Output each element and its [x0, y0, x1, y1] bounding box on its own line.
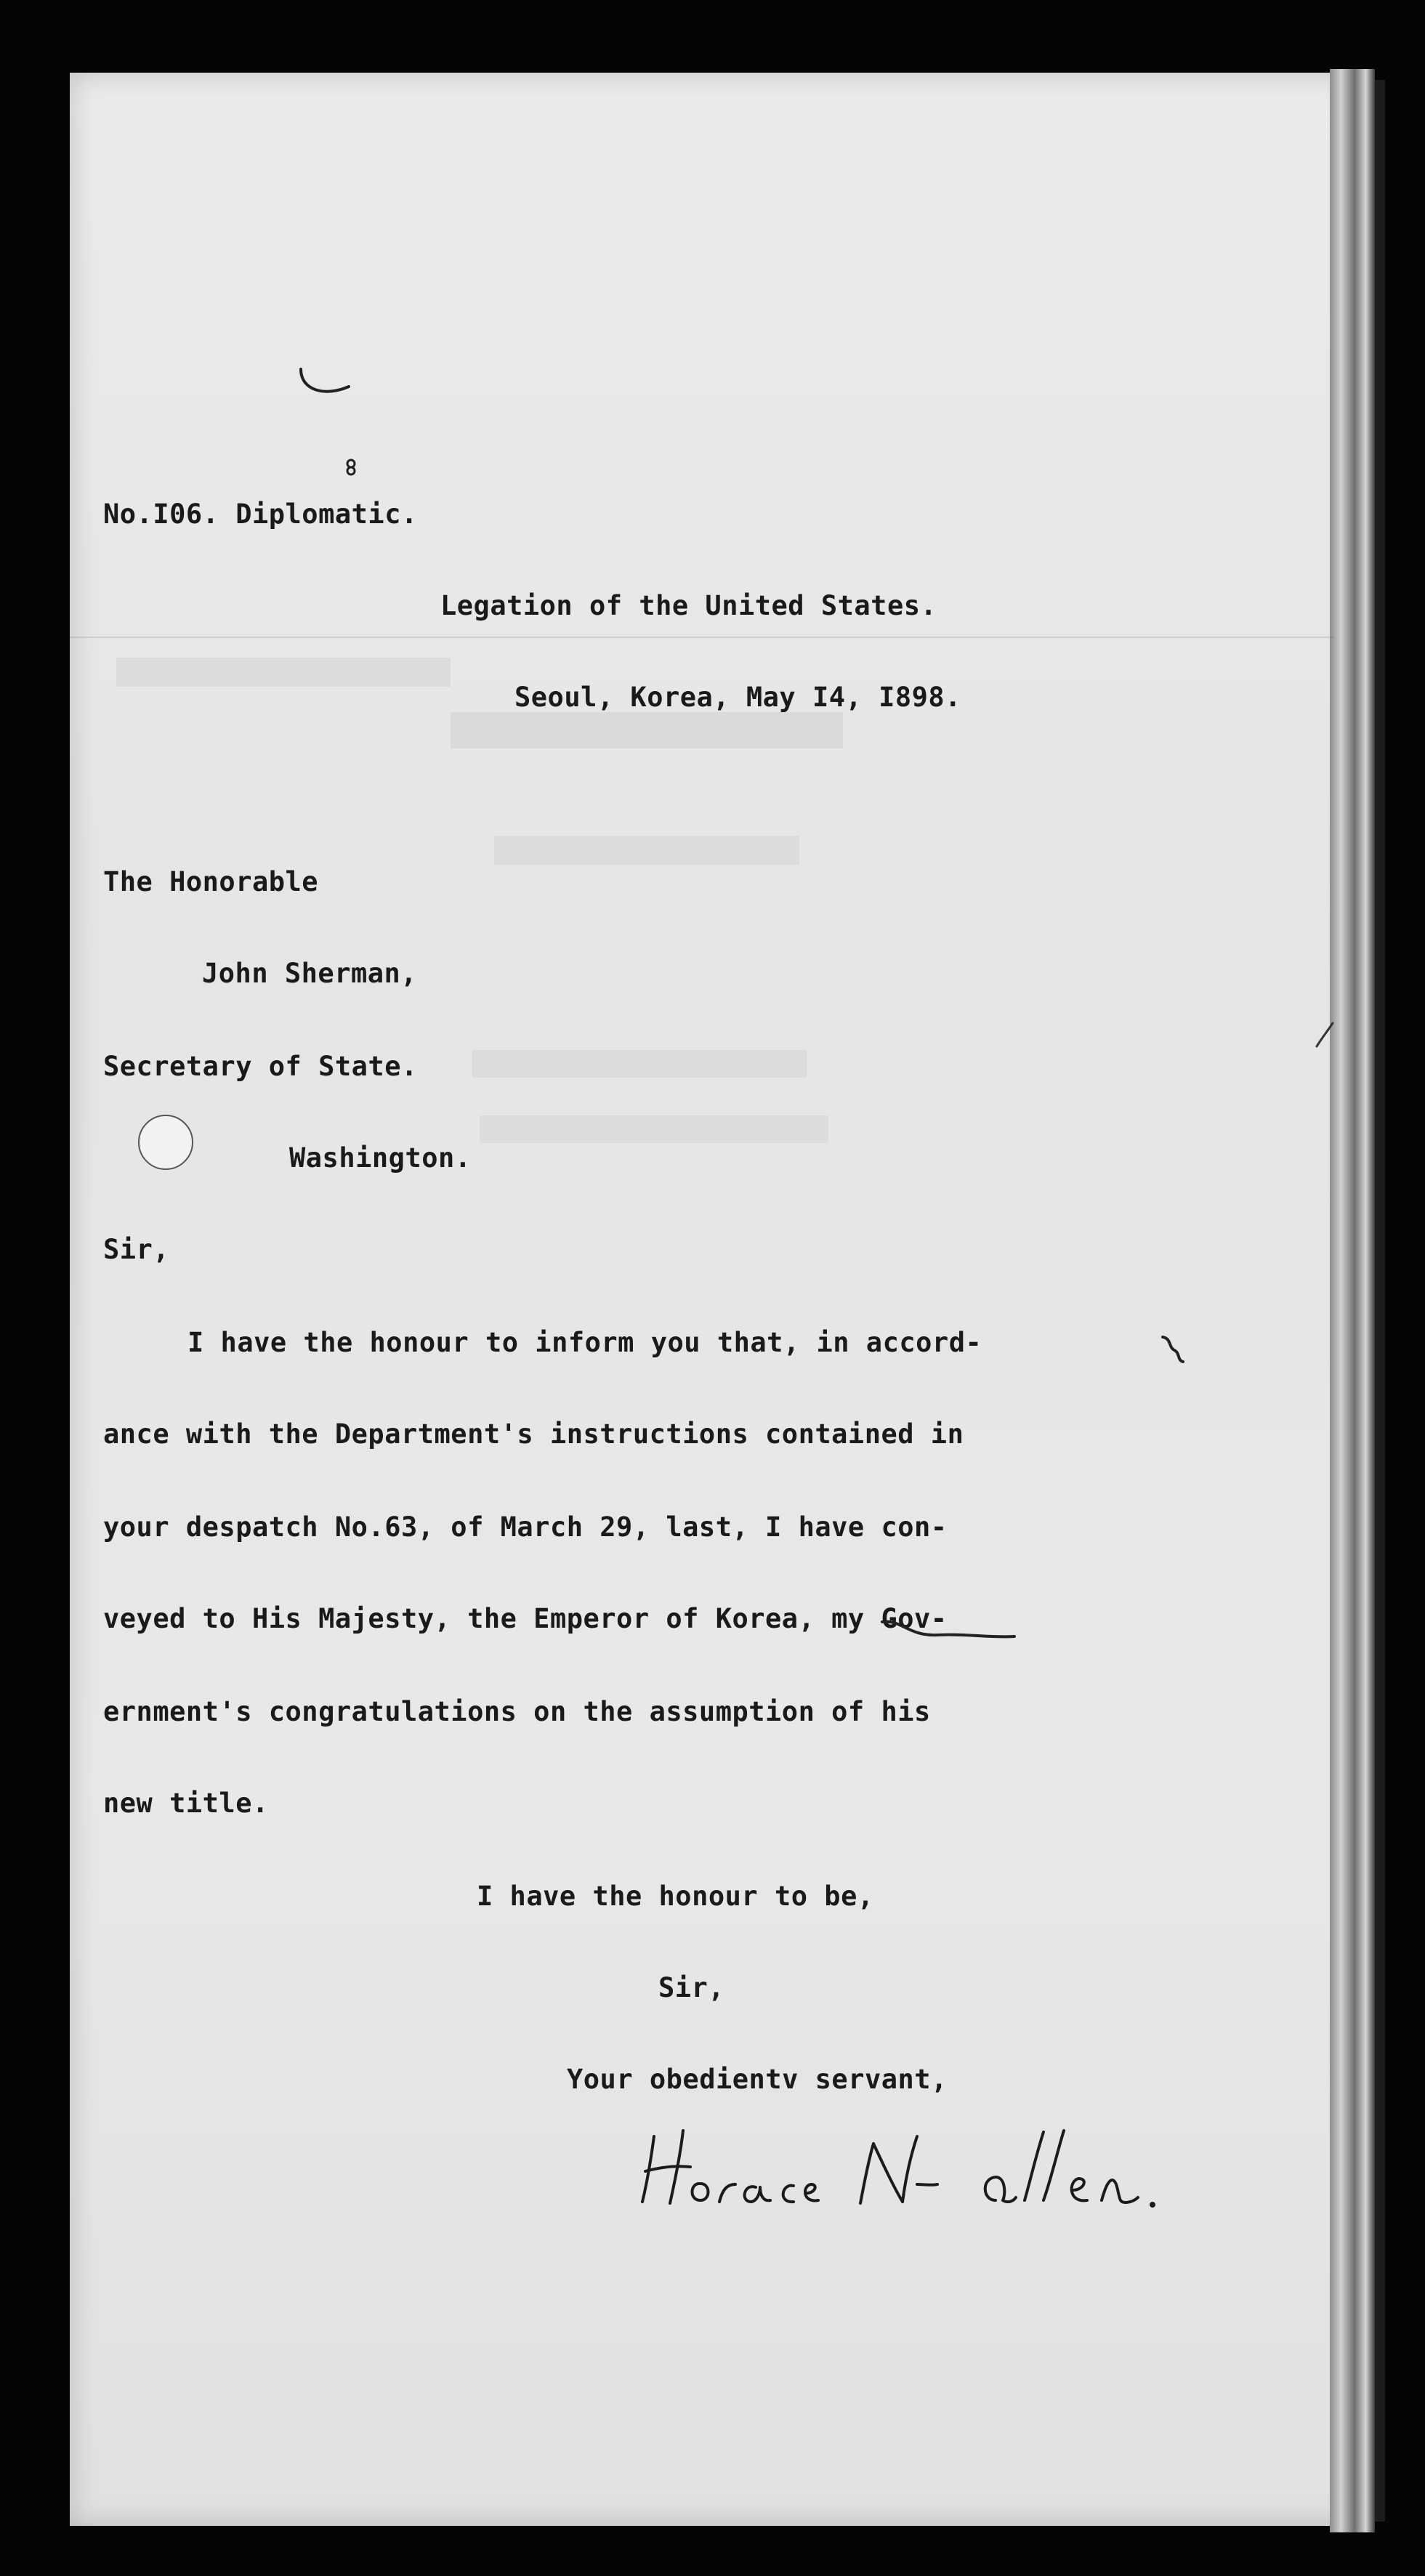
addressee-office: Secretary of State.	[103, 1051, 418, 1082]
addressee-name: John Sherman,	[202, 958, 418, 989]
bleed-through-mark	[116, 658, 451, 687]
fold-line	[70, 637, 1334, 638]
greeting: Sir,	[103, 1234, 170, 1265]
closing-salutation: Sir,	[658, 1972, 725, 2003]
body-line: I have the honour to inform you that, in accord-	[187, 1327, 982, 1358]
bleed-through-mark	[451, 712, 843, 748]
body-line: new title.	[103, 1788, 269, 1819]
handwritten-signature	[632, 2115, 1243, 2224]
page-edge-shadow	[1375, 80, 1385, 2522]
body-line: ance with the Department's instructions contained in	[103, 1418, 964, 1450]
underline-mark	[879, 1615, 1017, 1644]
closing-line: I have the honour to be,	[477, 1881, 874, 1912]
page-edge	[1330, 69, 1375, 2532]
pen-mark	[296, 362, 355, 403]
legation-heading: Legation of the United States.	[440, 590, 937, 621]
bleed-through-mark	[472, 1050, 807, 1078]
pen-mark	[1155, 1331, 1192, 1368]
addressee-title: The Honorable	[103, 866, 319, 897]
pen-mark	[340, 456, 362, 478]
closing-line: Your obedientv servant,	[567, 2064, 948, 2095]
bleed-through-mark	[494, 836, 799, 865]
place-and-date: Seoul, Korea, May I4, I898.	[514, 682, 961, 713]
body-line: your despatch No.63, of March 29, last, I have con-	[103, 1511, 948, 1543]
bleed-through-mark	[480, 1115, 828, 1143]
body-line: ernment's congratulations on the assumption of his	[103, 1696, 931, 1727]
punch-hole-circle	[135, 1112, 196, 1173]
pen-mark	[1314, 1020, 1336, 1049]
dispatch-number: No.I06. Diplomatic.	[103, 498, 418, 530]
addressee-city: Washington.	[289, 1142, 472, 1174]
body-line: veyed to His Majesty, the Emperor of Korea, my Gov-	[103, 1603, 948, 1634]
